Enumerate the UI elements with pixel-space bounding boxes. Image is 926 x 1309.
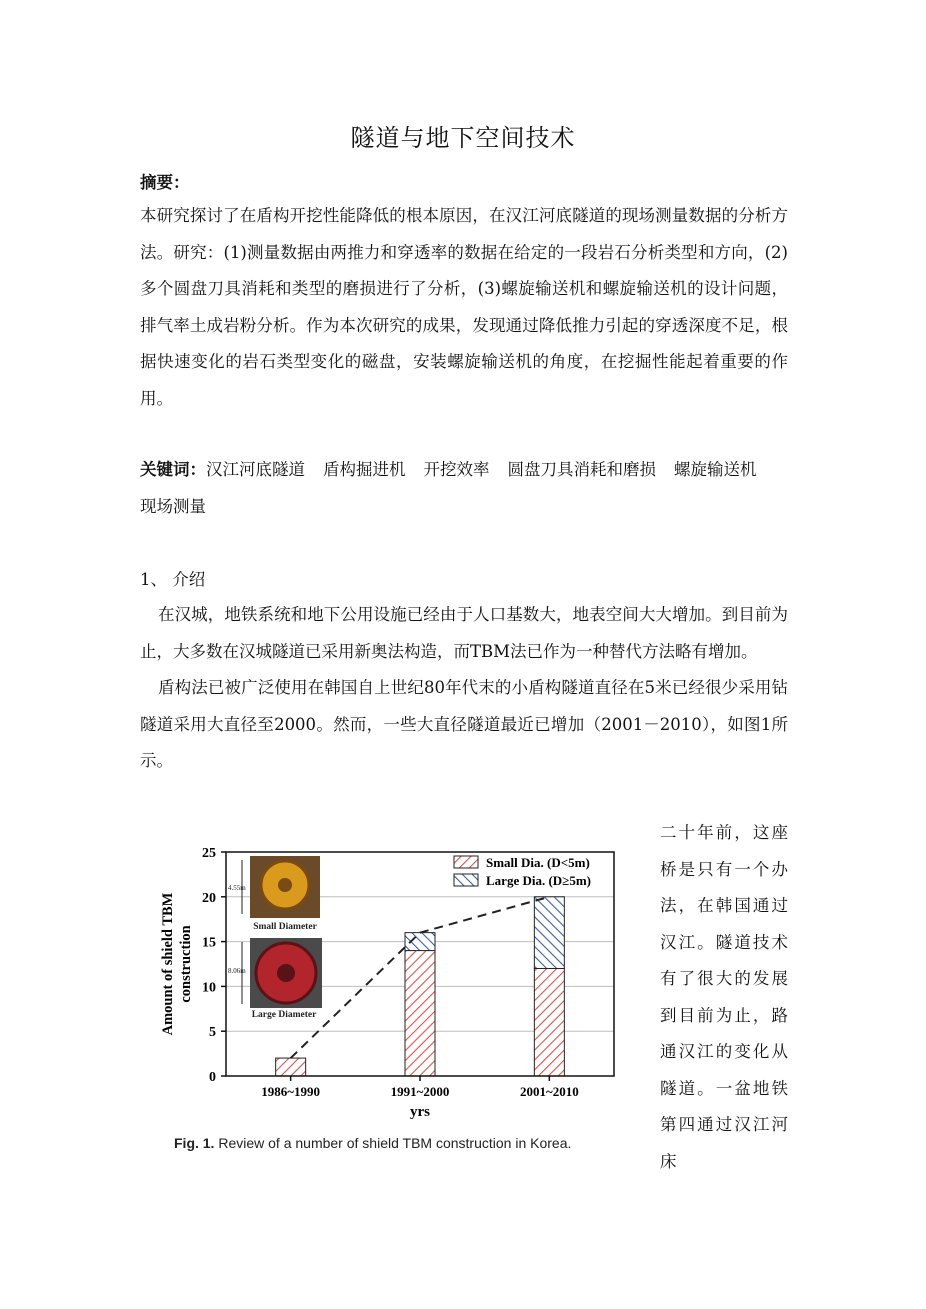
keyword-item: 螺旋输送机 [674, 460, 757, 479]
abstract-label: 摘要： [140, 173, 190, 192]
caption-text: Review of a number of shield TBM construction in Korea. [218, 1135, 572, 1151]
keyword-item: 盾构掘进机 [323, 460, 406, 479]
y-tick-label: 0 [209, 1070, 216, 1085]
photo-large-hub [277, 964, 295, 982]
tbm-photos [228, 856, 322, 1020]
keyword-item: 圆盘刀具消耗和磨损 [507, 460, 656, 479]
photo-small-dim: 4.55m [228, 884, 246, 892]
legend-swatch [454, 874, 478, 886]
photo-small-hub [278, 878, 292, 892]
paragraph: 盾构法已被广泛使用在韩国自上世纪80年代末的小盾构隧道直径在5米已经很少采用钻隧道采用大直径至2000。然而，一些大直径隧道最近已增加（2001－2010），如图1所示。 [140, 678, 788, 770]
keyword-item: 现场测量 [140, 496, 206, 516]
y-axis-label-line: construction [178, 925, 194, 1003]
x-tick-label: 1991~2000 [390, 1084, 450, 1099]
section-heading: 1、 介绍 [140, 570, 206, 589]
x-tick-label: 1986~1990 [261, 1084, 321, 1099]
section-body [140, 597, 788, 780]
paragraph: 在汉城，地铁系统和地下公用设施已经由于人口基数大，地表空间大大增加。到目前为止，大多数在汉城隧道已采用新奥法构造，而TBM法已作为一种替代方法略有增加。 [140, 605, 788, 661]
bar-small-2001~2010 [534, 968, 564, 1076]
figure-1 [150, 830, 630, 1170]
photo-small-label: Small Diameter [253, 922, 317, 932]
bar-large-2001~2010 [534, 897, 564, 969]
abstract-text: 本研究探讨了在盾构开挖性能降低的根本原因，在汉江河底隧道的现场测量数据的分析方法。研究：(1)测量数据由两推力和穿透率的数据在给定的一段岩石分析类型和方向，(2)多个圆盘刀具消耗和类型的磨损进行了分析，(3)螺旋输送机和螺旋输送机的设计问题，排气率土成岩粉分析。作为本次研究的成果，发现通过降低推力引起的穿透深度不足，根据快速变化的岩石类型变化的磁盘，安装螺旋输送机的角度，在挖掘性能起着重要的作用。 [140, 206, 788, 408]
keyword-item: 汉江河底隧道 [206, 460, 305, 479]
bar-small-1991~2000 [405, 951, 435, 1076]
y-tick-label: 25 [202, 846, 216, 861]
keyword-item: 开挖效率 [423, 460, 490, 479]
legend-swatch [454, 856, 478, 868]
keywords [140, 452, 788, 525]
x-axis-label: yrs [410, 1104, 430, 1120]
y-tick-label: 15 [202, 935, 216, 951]
photo-large-label: Large Diameter [251, 1010, 317, 1020]
legend-label: Small Dia. (D<5m) [486, 855, 590, 870]
y-axis-label [160, 892, 194, 1035]
photo-large-dim: 8.06m [228, 967, 246, 975]
y-axis-label-line: Amount of shield TBM [160, 892, 176, 1036]
keywords-label: 关键词： [140, 460, 206, 479]
bar-chart [150, 830, 630, 1130]
legend-label: Large Dia. (D≥5m) [486, 873, 591, 888]
bar-small-1986~1990 [276, 1058, 306, 1076]
page-title: 隧道与地下空间技术 [350, 124, 576, 152]
side-column-text: 二十年前，这座桥是只有一个办法，在韩国通过汉江。隧道技术有了很大的发展到目前为止，路通汉江的变化从隧道。一盆地铁第四通过汉江河床 [660, 823, 788, 1171]
caption-label: Fig. 1. [174, 1135, 215, 1151]
chart-legend [454, 855, 591, 888]
x-tick-label: 2001~2010 [519, 1084, 579, 1099]
y-tick-label: 5 [209, 1025, 216, 1041]
y-tick-label: 20 [202, 890, 216, 906]
y-tick-label: 10 [202, 980, 216, 996]
figure-caption [174, 1135, 571, 1151]
